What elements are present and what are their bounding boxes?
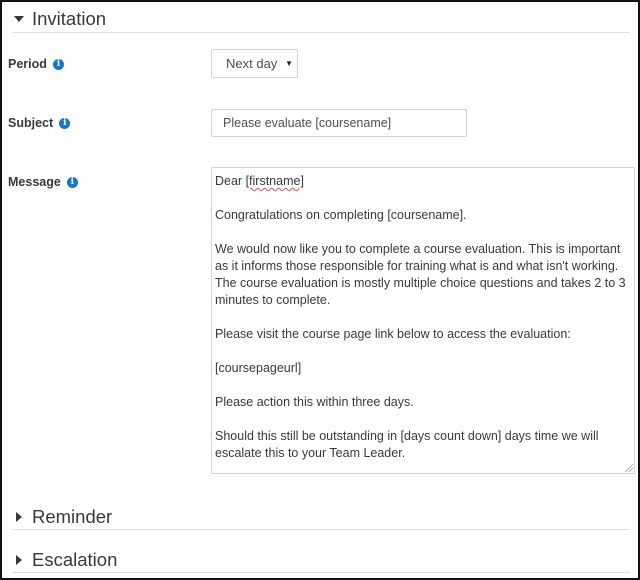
section-header-reminder[interactable] bbox=[12, 504, 630, 530]
chevron-down-icon bbox=[12, 16, 28, 22]
section-title-escalation: Escalation bbox=[32, 548, 118, 570]
subject-label bbox=[8, 116, 70, 130]
info-icon[interactable]: i bbox=[67, 177, 78, 188]
message-line: We would now like you to complete a course evaluation. This is important as it informs those responsible for training what is and what isn't working. The course evaluation is mostly multiple choice questions and takes 2 to 3 minutes to complete. bbox=[215, 242, 626, 307]
section-title-invitation: Invitation bbox=[32, 8, 107, 29]
subject-input-value: Please evaluate [coursename] bbox=[223, 116, 392, 130]
info-icon[interactable]: i bbox=[53, 59, 64, 70]
section-header-invitation[interactable] bbox=[12, 6, 630, 33]
message-line: Congratulations on completing [coursename]. bbox=[215, 208, 467, 222]
chevron-right-icon bbox=[12, 512, 28, 522]
section-header-escalation[interactable] bbox=[12, 547, 630, 573]
message-label-text: Message bbox=[8, 175, 61, 189]
period-select-value: Next day bbox=[226, 56, 278, 71]
greeting-token: [firstname] bbox=[245, 174, 304, 188]
message-label bbox=[8, 175, 78, 189]
subject-input[interactable] bbox=[211, 109, 467, 137]
dropdown-arrow-icon: ▼ bbox=[285, 59, 293, 68]
period-select[interactable] bbox=[211, 49, 298, 78]
subject-label-text: Subject bbox=[8, 116, 54, 130]
resize-handle-icon[interactable] bbox=[625, 464, 633, 472]
message-line-greeting bbox=[215, 173, 628, 190]
period-label-text: Period bbox=[8, 57, 47, 71]
info-icon[interactable]: i bbox=[59, 118, 70, 129]
period-label bbox=[8, 57, 64, 71]
chevron-right-icon bbox=[12, 555, 28, 565]
message-line: Please action this within three days. bbox=[215, 395, 414, 409]
section-title-reminder: Reminder bbox=[32, 505, 113, 527]
message-line: Should this still be outstanding in [days count down] days time we will escalate this to your Team Leader. bbox=[215, 429, 599, 460]
greeting-prefix: Dear bbox=[215, 174, 246, 188]
message-line: Please visit the course page link below to access the evaluation: bbox=[215, 327, 571, 341]
message-line: [coursepageurl] bbox=[215, 361, 302, 375]
message-textarea[interactable] bbox=[211, 167, 635, 474]
